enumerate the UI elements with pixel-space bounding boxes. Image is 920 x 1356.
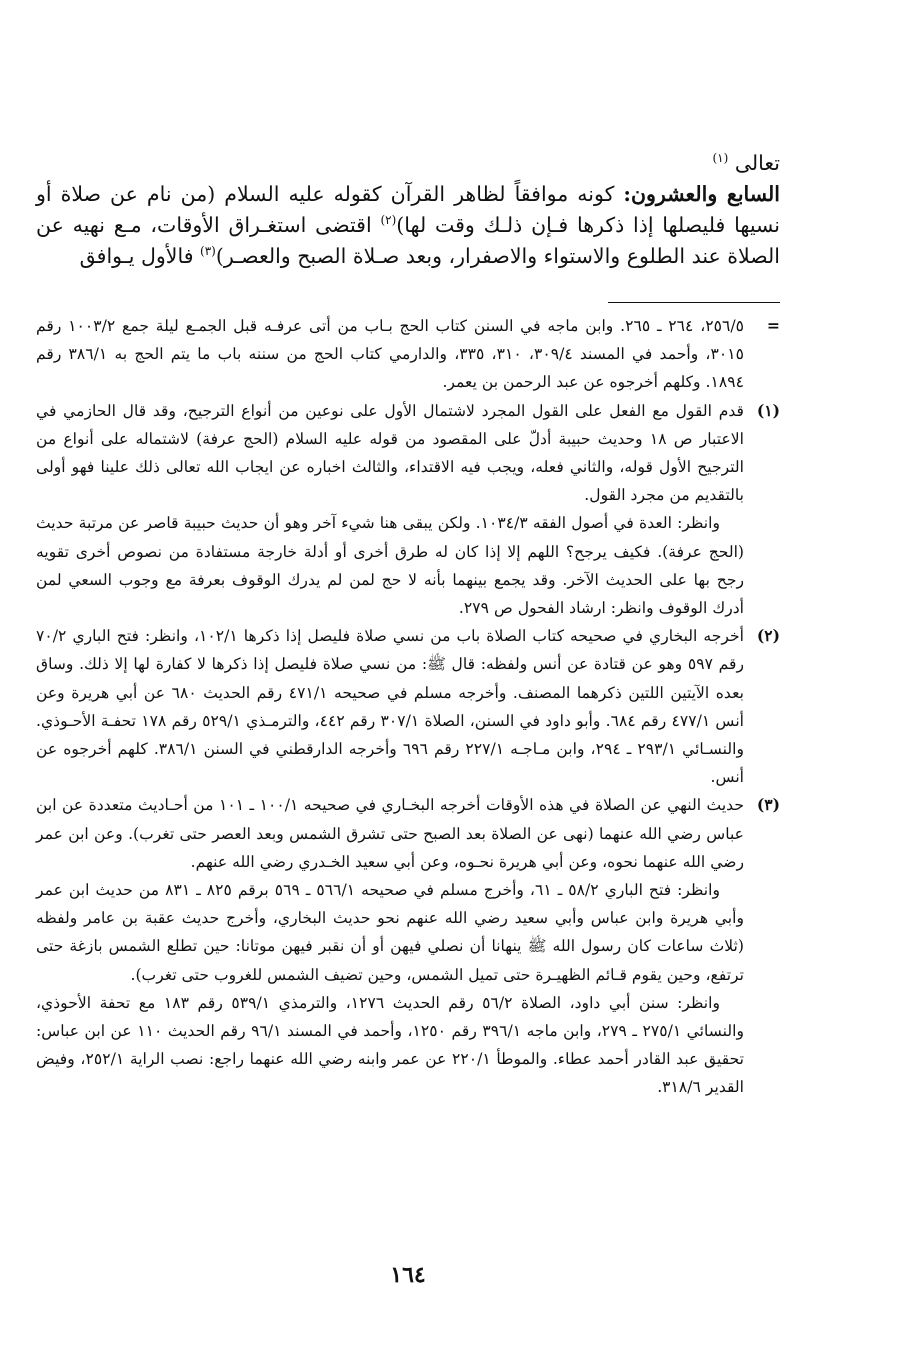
footnote-ref-1: (١) [712,151,729,166]
footnote-ref-3: (٣) [200,244,216,259]
footnote-2 [36,622,780,791]
footnote-divider [608,302,780,303]
footnote-1 [36,397,780,623]
footnote-text: ٢٥٦/٥، ٢٦٤ ـ ٢٦٥. وابن ماجه في السنن كتاب الحج بـاب من أتى عرفـه قبل الجمـع ليلة جمع ١٠٠٣/٢ رقم ٣٠١٥، وأحمد في المسند ٣٠٩/٤، ٣١٠، ٣٣٥، والدارمي كتاب الحج من سننه باب ما يتم الحج به ٣٨٦/١ رقم ١٨٩٤. وكلهم أخرجوه عن عبد الرحمن بن يعمر. [36,317,744,392]
main-body-part2: اقتضى استغـراق الأوقات، مـع نهيه عن الصلاة عند الطلوع والاستواء والاصفرار، وبعد صـلاة الصبح والعصـر) [36,213,780,268]
main-text [36,148,780,272]
main-body-part3: فالأول يـوافق [79,244,201,268]
footnote-text: قدم القول مع الفعل على القول المجرد لاشتمال الأول على نوعين من أنواع الترجيح، وقد قال الحازمي في الاعتبار ص ١٨ وحديث حبيبة أدلّ على المقصود من قوله عليه السلام (الحج عرفة) لاشتماله على أنواع من الترجيح الأول قوله، والثاني فعله، ويجب فيه الاقتداء، والثالث اخباره عن ايجاب الله تعالى ذلك علينا فهو أولى بالتقديم من مجرد القول. [36,401,744,505]
carryover-line [36,148,780,179]
main-body-part1: كونه موافقاً لظاهر القرآن كقوله عليه السلام (من نام عن صلاة أو نسيها فليصلها إذا ذكرها فـإن ذلـك وقت لها) [36,182,780,237]
footnote-marker: (٣) [756,795,780,815]
book-page [36,0,780,1356]
footnotes [36,312,780,1102]
footnote-marker: (١) [756,400,780,420]
section-lead: السابع والعشرون: [623,182,780,206]
main-paragraph [36,179,780,272]
footnote-3 [36,791,780,1101]
footnote-marker: (٢) [756,626,780,646]
footnote-text: وانظر: العدة في أصول الفقه ١٠٣٤/٣. ولكن يبقى هنا شيء آخر وهو أن حديث حبيبة قاصر عن مرتبة حديث (الحج عرفة). فكيف يرجح؟ اللهم إلا إذا كان له طرق أخرى أو أدلة خارجة مستفادة من نصوص أخرى تقويه رجح بها على الحديث الآخر. وقد يجمع بينهما بأنه لا حج لمن لم يدرك الوقوف بعرفة مع وجوب السعي لمن أدرك الوقوف وانظر: ارشاد الفحول ص ٢٧٩. [36,514,744,618]
footnote-text: حديث النهي عن الصلاة في هذه الأوقات أخرجه البخـاري في صحيحه ١٠٠/١ ـ ١٠١ من أحـاديث متعددة عن ابن عباس رضي الله عنهما (نهى عن الصلاة بعد الصبح حتى تشرق الشمس وبعد العصر حتى تغرب). وعن ابن عمر رضي الله عنهما نحوه، وعن أبي هريرة نحـوه، وعن أبي سعيد الخـدري رضي الله عنهم. [36,796,745,871]
footnote-text: أخرجه البخاري في صحيحه كتاب الصلاة باب من نسي صلاة فليصل إذا ذكرها ١٠٢/١، وانظر: فتح الباري ٧٠/٢ رقم ٥٩٧ وهو عن قتادة عن أنس ولفظه: قال ﷺ: من نسي صلاة فليصل إذا ذكرها لا كفارة لها إلا ذلك. وساق بعده الآيتين اللتين ذكرهما المصنف. وأخرجه مسلم في صحيحه ٤٧١/١ رقم الحديث ٦٨٠ عن أبي هريرة وعن أنس ٤٧٧/١ رقم ٦٨٤. وأبو داود في السنن، الصلاة ٣٠٧/١ رقم ٤٤٢، والترمـذي ٥٢٩/١ رقم ١٧٨ تحفـة الأحـوذي. والنسـائي ٢٩٣/١ ـ ٢٩٤، وابن مـاجـه ٢٢٧/١ رقم ٦٩٦ وأخرجه الدارقطني في السنن ٣٨٦/١. كلهم أخرجوه عن أنس. [36,627,745,787]
continuation-marker: = [766,316,780,335]
footnote-text: وانظر: فتح الباري ٥٨/٢ ـ ٦١، وأخرج مسلم في صحيحه ٥٦٦/١ ـ ٥٦٩ برقم ٨٢٥ ـ ٨٣١ من حديث ابن عمر وأبي هريرة وابن عباس وأبي سعيد رضي الله عنهم نحو حديث البخاري، وأخرج حديث عقبة بن عامر ولفظه (ثلاث ساعات كان رسول الله ﷺ ينهانا أن نصلي فيهن أو أن نقبر فيهن موتانا: حين تطلع الشمس بازغة حتى ترتفع، وحين يقوم قـائم الظهيـرة حتى تميل الشمس، وحين تضيف الشمس للغروب حتى تغرب). [36,881,744,984]
footnote-text: وانظر: سنن أبي داود، الصلاة ٥٦/٢ رقم الحديث ١٢٧٦، والترمذي ٥٣٩/١ رقم ١٨٣ مع تحفة الأحوذي، والنسائي ٢٧٥/١ ـ ٢٧٩، وابن ماجه ٣٩٦/١ رقم ١٢٥٠، وأحمد في المسند ٩٦/١ رقم الحديث ١١٠ عن ابن عباس: تحقيق عبد القادر أحمد عطاء. والموطأ ٢٢٠/١ عن عمر وابنه رضي الله عنهما راجع: نصب الراية ٢٥٢/١، وفيض القدير ٣١٨/٦. [36,993,744,1097]
footnote-continuation [36,312,780,397]
footnote-ref-2: (٢) [380,213,397,228]
carryover-word: تعالى [734,151,780,175]
page-number: ١٦٤ [390,1262,426,1288]
